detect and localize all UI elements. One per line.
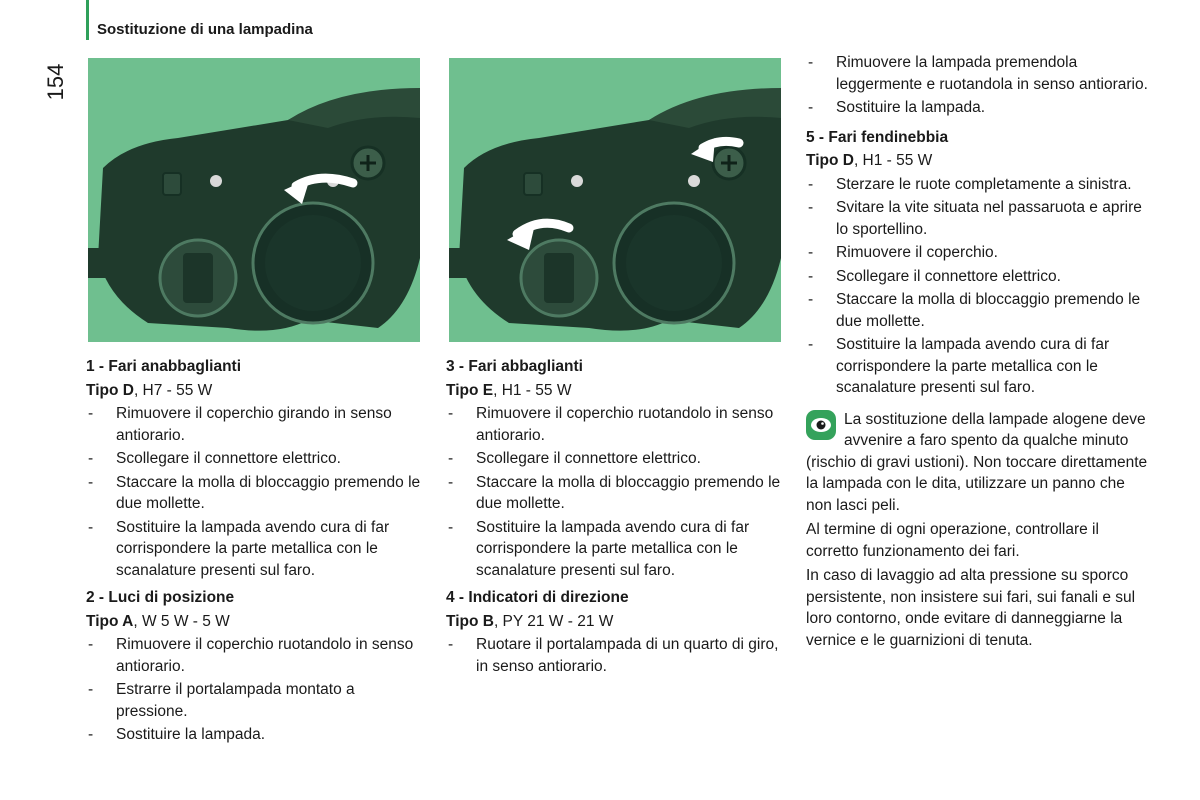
list-item: - Sostituire la lampada avendo cura di far corrispondere la parte metallica con le scanalature presenti sul faro. <box>446 517 782 582</box>
section-heading: 2 - Luci di posizione <box>86 589 235 606</box>
list-item: - Scollegare il connettore elettrico. <box>446 448 782 470</box>
steps-list <box>446 634 782 677</box>
note-text: La sostituzione della lampade alogene deve avvenire a faro spento da qualche minuto (rischio di gravi ustioni). Non toccare direttamente la lampada con le dita, utilizzare un panno che non lasci peli. <box>806 410 1148 514</box>
list-item: - Rimuovere la lampada premendola leggermente e ruotandola in senso antiorario. <box>806 52 1151 95</box>
list-item: - Staccare la molla di bloccaggio premendo le due mollette. <box>446 472 782 515</box>
paragraph: Al termine di ogni operazione, controllare il corretto funzionamento dei fari. <box>806 521 1099 560</box>
steps-list <box>446 403 782 581</box>
section-heading: 1 - Fari anabbaglianti <box>86 358 242 375</box>
list-item: - Sostituire la lampada avendo cura di far corrispondere la parte metallica con le scanalature presenti sul faro. <box>86 517 422 582</box>
section-title: Sostituzione di una lampadina <box>97 21 313 38</box>
section-position-lights <box>86 587 422 746</box>
page-number: 154 <box>43 63 68 101</box>
steps-list <box>806 174 1151 399</box>
list-item: - Sostituire la lampada. <box>86 724 422 746</box>
section-high-beam <box>446 356 782 581</box>
section-turn-signals <box>446 587 782 677</box>
list-item: - Svitare la vite situata nel passaruota e aprire lo sportellino. <box>806 197 1151 240</box>
section-fog-lights <box>806 127 1151 399</box>
bulb-type: Tipo D, H7 - 55 W <box>86 381 213 399</box>
headlamp-image-left <box>88 58 420 342</box>
bulb-type: Tipo B, PY 21 W - 21 W <box>446 612 614 630</box>
section-heading: 5 - Fari fendinebbia <box>806 128 949 146</box>
bulb-type: Tipo E, H1 - 55 W <box>446 381 572 399</box>
steps-list <box>806 52 1151 119</box>
list-item: - Staccare la molla di bloccaggio premendo le due mollette. <box>806 289 1151 332</box>
headlamp-image-right <box>449 58 781 342</box>
safety-note <box>806 409 1151 517</box>
list-item: - Scollegare il connettore elettrico. <box>86 448 422 470</box>
list-item: - Sostituire la lampada avendo cura di far corrispondere la parte metallica con le scanalature presenti sul faro. <box>806 334 1151 399</box>
column-right <box>806 52 1151 654</box>
section-heading: 4 - Indicatori di direzione <box>446 589 629 606</box>
bulb-type: Tipo A, W 5 W - 5 W <box>86 612 230 630</box>
list-item: - Scollegare il connettore elettrico. <box>806 266 1151 288</box>
header-accent-bar <box>86 0 89 40</box>
paragraph: In caso di lavaggio ad alta pressione su sporco persistente, non insistere sui fari, sui fanali e sul loro contorno, onde evitare di danneggiarne la vernice e le guarnizioni di tenuta. <box>806 567 1136 649</box>
section-low-beam <box>86 356 422 581</box>
bulb-type: Tipo D, H1 - 55 W <box>806 152 933 169</box>
column-left <box>86 356 422 752</box>
eye-icon <box>806 410 836 440</box>
list-item: - Rimuovere il coperchio ruotandolo in senso antiorario. <box>86 634 422 677</box>
list-item: - Sterzare le ruote completamente a sinistra. <box>806 174 1151 196</box>
column-middle <box>446 356 782 683</box>
headlamp-illustration-right <box>449 58 781 342</box>
steps-list <box>86 403 422 581</box>
section-heading: 3 - Fari abbaglianti <box>446 358 583 375</box>
list-item: - Rimuovere il coperchio girando in senso antiorario. <box>86 403 422 446</box>
list-item: - Rimuovere il coperchio ruotandolo in senso antiorario. <box>446 403 782 446</box>
list-item: - Sostituire la lampada. <box>806 97 1151 119</box>
list-item: - Estrarre il portalampada montato a pressione. <box>86 679 422 722</box>
list-item: - Rimuovere il coperchio. <box>806 242 1151 264</box>
steps-list <box>86 634 422 746</box>
list-item: - Staccare la molla di bloccaggio premendo le due mollette. <box>86 472 422 515</box>
headlamp-illustration-left <box>88 58 420 342</box>
list-item: - Ruotare il portalampada di un quarto di giro, in senso antiorario. <box>446 634 782 677</box>
